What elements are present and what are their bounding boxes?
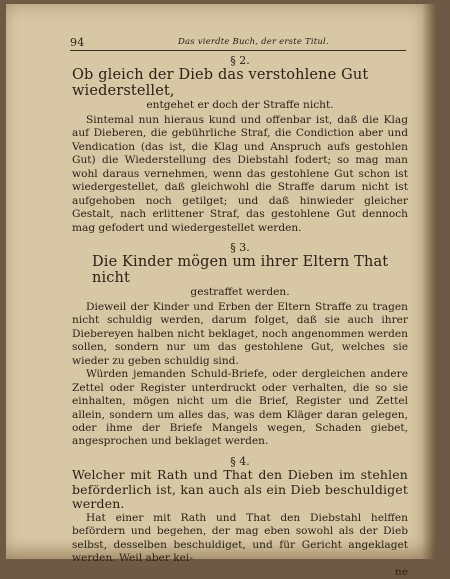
- paragraph: Würden jemanden Schuld-Briefe, oder dergleichen andere Zettel oder Register unterdruckt oder verhalten, die so sie einhalten, mögen nicht um die Brief, Register und Zettel allein, sondern um alles das, was dem Kläger daran gelegen, oder ihme der Briefe Mangels wegen, Schaden giebet, angesprochen und beklaget werden.: [72, 368, 408, 448]
- section-subheading: gestraffet werden.: [190, 286, 290, 299]
- page-gutter-shadow: [422, 4, 436, 559]
- book-page: [6, 4, 436, 578]
- section-3: [72, 241, 408, 449]
- section-number: § 3.: [230, 240, 250, 254]
- section-heading: Ob gleich der Dieb das verstohlene Gut wiederstellet,: [72, 67, 369, 100]
- paragraph: Dieweil der Kinder und Erben der Eltern Straffe zu tragen nicht schuldig werden, darum folget, daß sie auch ihrer Diebereyen halben nicht beklaget, noch angenommen werden sollen, sondern nur um das gestohlene Gut, welches sie wieder zu geben schuldig sind.: [72, 300, 408, 367]
- paragraph: Hat einer mit Rath und That den Diebstahl helffen befördern und begehen, der mag eben sowohl als der Dieb selbst, desselben beschuldiget, und für Gericht angeklaget werden. Weil aber kei-: [72, 511, 408, 565]
- catchword: ne: [394, 565, 408, 578]
- section-4: [72, 455, 408, 566]
- section-2: [72, 54, 408, 235]
- section-number: § 2.: [230, 54, 250, 67]
- paragraph: Sintemal nun hieraus kund und offenbar ist, daß die Klag auf Dieberen, die gebührliche Straf, die Condiction aber und Vendication (das ist, die Klag und Anspruch aufs gestohlen Gut) die Wiederstellung des Diebstahl fodert; so mag man wohl daraus vernehmen, wenn das gestohlene Gut schon ist wiedergestellet, daß gleichwohl die Straffe darum nicht ist aufgehoben noch getilget; und daß hinwieder gleicher Gestalt, nach erlittener Straf, das gestohlene Gut dennoch mag gefodert und wiedergestellet werden.: [72, 113, 408, 234]
- section-subheading: entgehet er doch der Straffe nicht.: [146, 99, 334, 112]
- page-number: 94: [70, 36, 85, 49]
- running-head: Das vierdte Buch, der erste Titul.: [178, 37, 329, 47]
- section-number: § 4.: [230, 454, 250, 468]
- header-rule: [70, 50, 406, 51]
- section-heading: Die Kinder mögen um ihrer Eltern That nicht: [92, 254, 389, 287]
- section-heading: Welcher mit Rath und That den Dieben im stehlen beförderlich ist, kan auch als ein Dieb beschuldiget werden.: [72, 467, 408, 512]
- page-body: [72, 54, 408, 579]
